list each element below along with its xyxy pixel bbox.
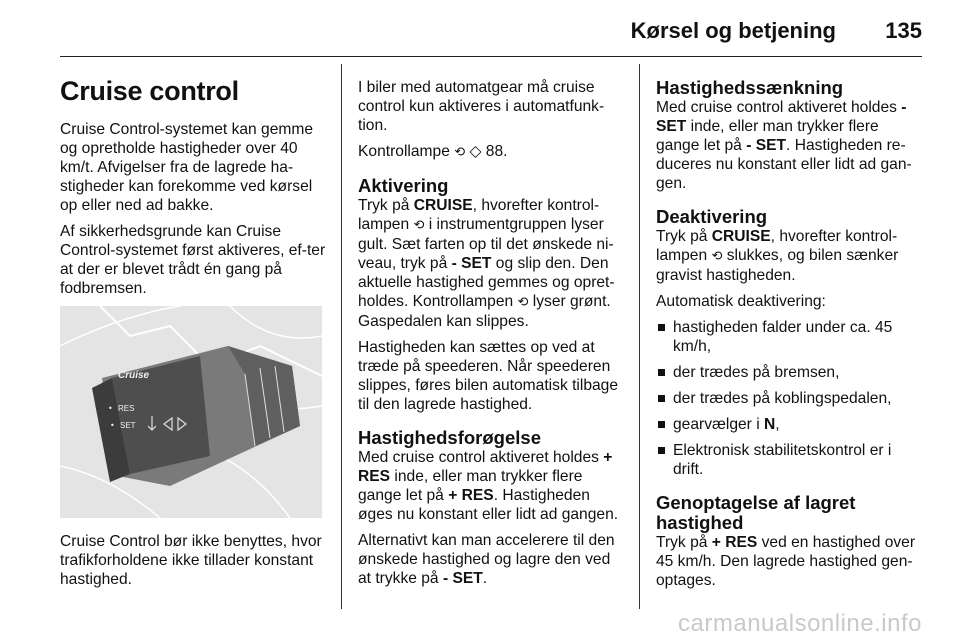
- column-divider: [341, 64, 342, 609]
- list-item: Elektronisk stabilitetskontrol er i drift.: [656, 441, 924, 479]
- list-item: hastigheden falder under ca. 45 km/h,: [656, 318, 924, 356]
- paragraph: Hastigheden kan sættes op ved at træde på speederen. Når speederen slippes, føres bilen automatisk tilbage til den lagrede hastighed.: [358, 339, 619, 413]
- cruise-lamp-icon: ⟲: [517, 295, 529, 310]
- subheading-hastighedsforogelse: Hastighedsforøgelse: [358, 427, 541, 448]
- paragraph: I biler med automatgear må cruise control kun aktiveres i automatfunk-tion.: [358, 79, 605, 134]
- paragraph: Alternativt kan man accelerere til den ønskede hastighed og lagre den ved at trykke på - SET.: [358, 532, 615, 587]
- paragraph: Tryk på CRUISE, hvorefter kontrol-lampen ⟲ i instrumentgruppen lyser gult. Sæt farten op til det ønskede ni-veau, tryk på - SET og slip den. Den aktuelle hastighed gemmes og opret-holdes. Kontrollampen ⟲ lyser grønt. Gaspedalen kan slippes.: [358, 197, 615, 330]
- subheading-deaktivering: Deaktivering: [656, 206, 768, 227]
- subheading-aktivering: Aktivering: [358, 175, 449, 196]
- cruise-control-stalk-figure: [60, 306, 322, 518]
- paragraph: Tryk på CRUISE, hvorefter kontrol-lampen ⟲ slukkes, og bilen sænker gravist hastigheden.: [656, 228, 899, 284]
- subheading-genoptagelse: Genoptagelse af lagret hastighed: [656, 492, 856, 533]
- page-header: [60, 14, 922, 57]
- column-2: [358, 78, 626, 595]
- watermark: carmanualsonline.info: [678, 610, 922, 637]
- paragraph: Cruise Control-systemet kan gemme og opretholde hastigheder over 40 km/t. Afvigelser fra de lagrede ha-stigheder kan forekomme ved kørsel op eller ned ad bakke.: [60, 121, 314, 214]
- column-3: [656, 78, 924, 597]
- cruise-lamp-icon: ⟲: [711, 249, 723, 264]
- res-label: RES: [118, 404, 135, 413]
- paragraph: Automatisk deaktivering:: [656, 293, 826, 310]
- cruise-label: Cruise: [118, 370, 150, 381]
- set-label: SET: [120, 421, 136, 430]
- section-heading: Cruise control: [60, 76, 239, 106]
- cruise-lamp-icon: ⟲: [413, 218, 425, 233]
- column-1: [60, 76, 328, 596]
- column-divider: [639, 64, 640, 609]
- list-item: der trædes på koblingspedalen,: [656, 389, 924, 408]
- paragraph: Med cruise control aktiveret holdes - SET inde, eller man trykker flere gange let på - SET. Hastigheden re-duceres nu konstant eller lidt ad gan-gen.: [656, 99, 912, 192]
- cruise-lamp-icon: ⟲: [454, 145, 466, 160]
- running-title: Kørsel og betjening: [630, 18, 836, 43]
- stalk-illustration: [60, 306, 322, 518]
- paragraph: Cruise Control bør ikke benyttes, hvor trafikforholdene ikke tillader konstant hastighed.: [60, 533, 322, 588]
- deactivation-list: [656, 318, 924, 479]
- svg-text:•: •: [108, 404, 113, 413]
- subheading-hastighedssaenkning: Hastighedssænkning: [656, 77, 844, 98]
- paragraph: Kontrollampe ⟲ ◇ 88.: [358, 143, 508, 160]
- list-item: der trædes på bremsen,: [656, 363, 924, 382]
- paragraph: Med cruise control aktiveret holdes + RES inde, eller man trykker flere gange let på + RES. Hastigheden øges nu konstant eller lidt ad gangen.: [358, 449, 619, 523]
- page-number: 135: [885, 18, 922, 43]
- paragraph: Af sikkerhedsgrunde kan Cruise Control-systemet først aktiveres, ef-ter at der er blevet trådt én gang på fodbremsen.: [60, 223, 326, 297]
- svg-text:•: •: [110, 421, 115, 430]
- list-item: gearvælger i N,: [656, 415, 924, 434]
- paragraph: Tryk på + RES ved en hastighed over 45 km/h. Den lagrede hastighed gen-optages.: [656, 534, 916, 589]
